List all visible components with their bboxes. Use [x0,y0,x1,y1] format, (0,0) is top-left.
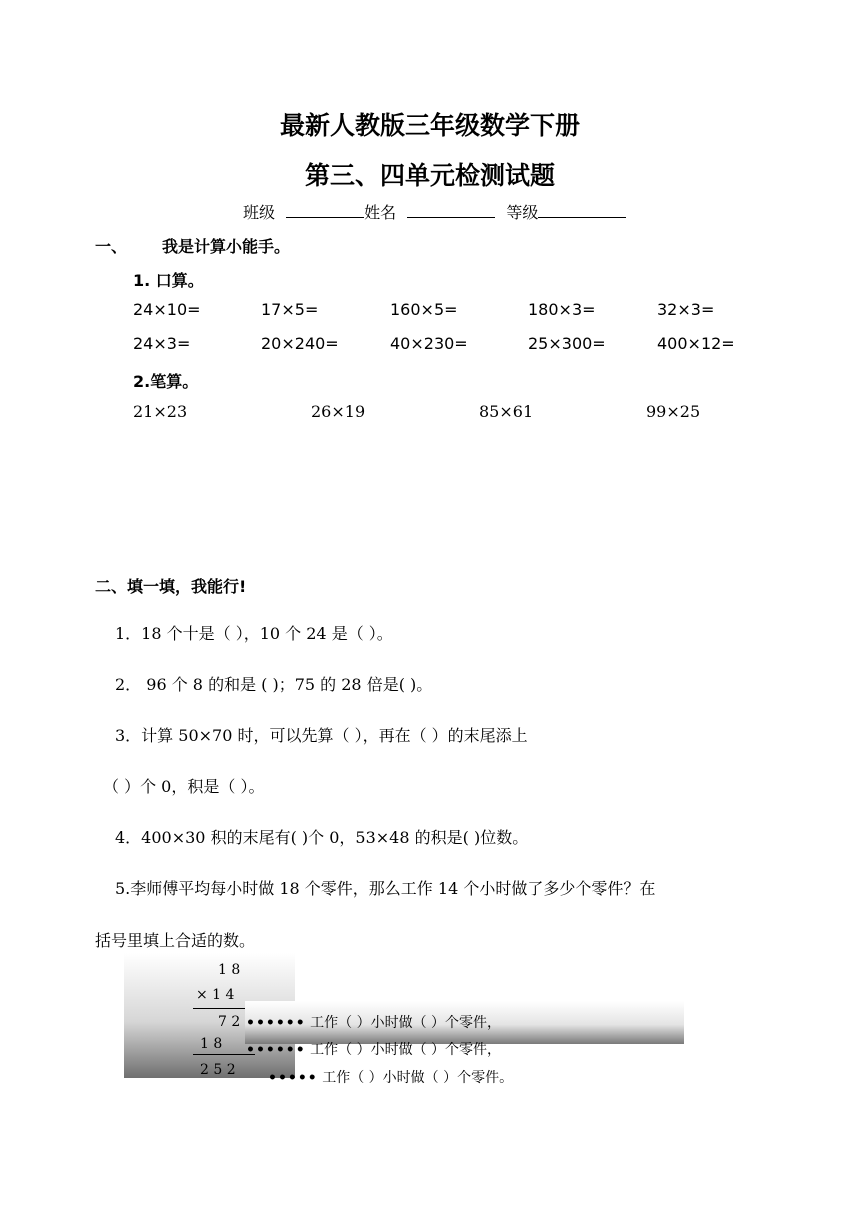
fill-question-2: 2． 96 个 8 的和是 ( )；75 的 28 倍是( )。 [115,675,433,694]
vertical-product: 2 5 2 [200,1062,236,1078]
written-item: 26×19 [311,402,366,421]
written-calc-label: 2.笔算。 [133,372,199,391]
class-blank[interactable] [286,202,364,218]
oral-item: 400×12= [657,334,735,353]
section2-title: 二、填一填，我能行! [95,577,247,596]
name-label: 姓名 [364,203,397,222]
annotation-text: 工作（ ）小时做（ ）个零件， [310,1042,502,1058]
annotation-row-1 [246,1012,501,1032]
page-title: 最新人教版三年级数学下册 [279,111,580,140]
annotation-text: 工作（ ）小时做（ ）个零件。 [322,1070,514,1086]
fill-question-5: 5.李师傅平均每小时做 18 个零件，那么工作 14 个小时做了多少个零件？在 [115,879,656,898]
vertical-multiplier: × 1 4 [196,987,235,1003]
oral-calc-label: 1. 口算。 [133,271,204,290]
student-info [243,200,626,223]
section1-title: 我是计算小能手。 [162,237,291,256]
section1-number: 一、 [95,237,128,256]
written-item: 85×61 [479,402,534,421]
vertical-line-1 [193,1008,245,1009]
oral-item: 40×230= [390,334,468,353]
grade-label: 等级 [506,203,539,222]
oral-item: 180×3= [528,300,596,319]
dots-leader: ••••• [268,1070,318,1086]
annotation-text: 工作（ ）小时做（ ）个零件， [310,1015,502,1031]
grade-blank[interactable] [538,202,626,218]
oral-item: 160×5= [390,300,458,319]
vertical-multiplicand: 1 8 [218,962,241,978]
oral-item: 32×3= [657,300,715,319]
fill-question-5-cont: 括号里填上合适的数。 [95,931,256,950]
name-blank[interactable] [407,202,495,218]
fill-question-1: 1．18 个十是（ ），10 个 24 是（ ）。 [115,624,393,643]
page-subtitle: 第三、四单元检测试题 [304,161,555,190]
class-label: 班级 [243,203,276,222]
dots-leader: •••••• [246,1015,306,1031]
annotation-row-2 [246,1039,501,1059]
oral-item: 25×300= [528,334,606,353]
oral-item: 17×5= [261,300,319,319]
fill-question-4: 4．400×30 积的末尾有( )个 0，53×48 的积是( )位数。 [115,828,529,847]
oral-item: 24×10= [133,300,201,319]
fill-question-3: 3．计算 50×70 时，可以先算（ ），再在（ ）的末尾添上 [115,726,528,745]
dots-leader: •••••• [246,1042,306,1058]
written-item: 99×25 [646,402,701,421]
oral-item: 20×240= [261,334,339,353]
vertical-partial-2: 1 8 [200,1036,223,1052]
fill-question-3-cont: （ ）个 0，积是（ ）。 [103,777,265,796]
annotation-row-3 [268,1067,513,1087]
written-item: 21×23 [133,402,188,421]
vertical-partial-1: 7 2 [218,1014,241,1030]
oral-item: 24×3= [133,334,191,353]
